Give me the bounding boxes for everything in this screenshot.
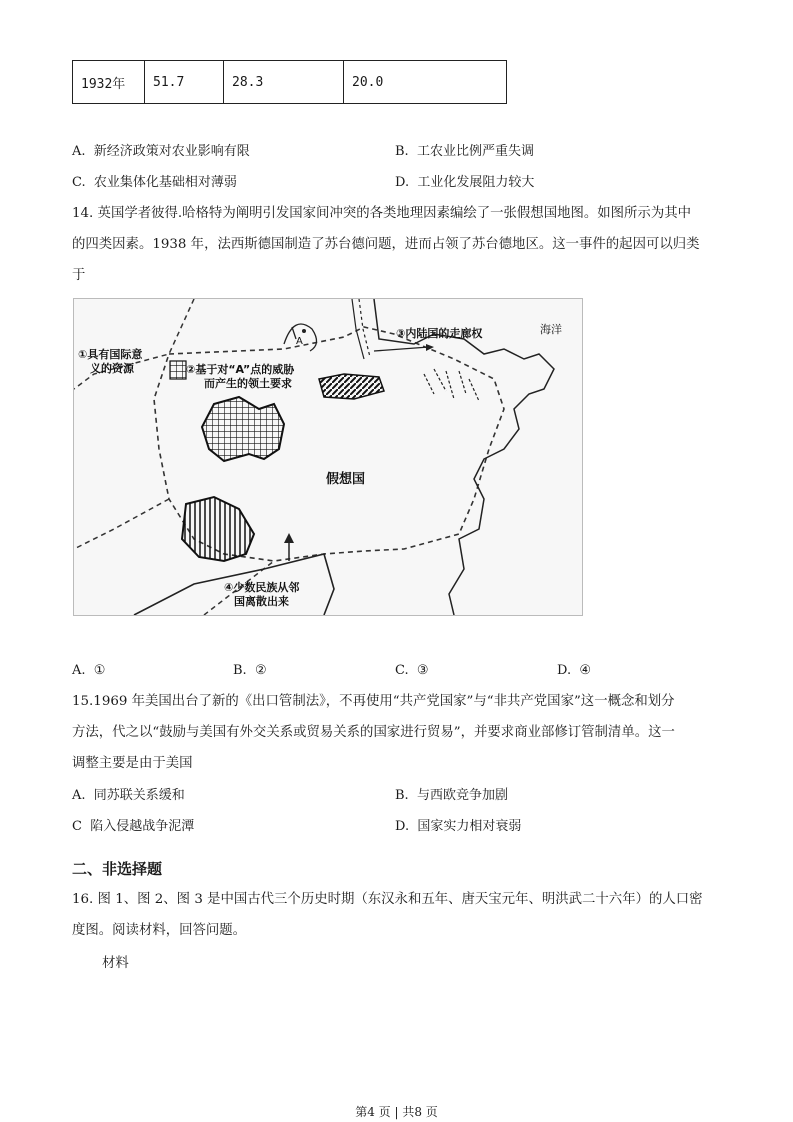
option-text: ② [254,663,267,678]
q15-option-a[interactable] [72,787,185,805]
table-row [73,61,507,104]
option-letter: C [72,819,82,834]
q14-stem-line1: 14. 英国学者彼得.哈格特为阐明引发国家间冲突的各类地理因素编绘了一张假想国地图。如图所示为其中 [72,206,691,221]
q13-option-b[interactable] [395,143,534,161]
q15-stem-line1: 15.1969 年美国出台了新的《出口管制法》，不再使用“共产党国家”与“非共产党国家”这一概念和划分 [72,694,675,709]
q15-stem-line3: 调整主要是由于美国 [72,756,193,771]
q14-stem-line2: 的四类因素。1938 年，法西斯德国制造了苏台德问题，进而占领了苏台德地区。这一事件的起因可以归类 [72,237,700,252]
q13-option-c[interactable] [72,174,237,192]
option-text: 同苏联关系缓和 [93,788,185,803]
map-label-minority-2: 国离散出来 [234,595,289,608]
q13-option-d[interactable] [395,174,534,192]
option-letter: D. [557,663,572,678]
coastline [374,299,554,615]
map-graphic [74,299,582,615]
option-letter: A. [72,144,86,159]
q14-stem-line3: 于 [72,268,86,283]
q14-option-a[interactable] [72,662,105,680]
option-text: 新经济政策对农业影响有限 [93,144,250,159]
diagonal-region [319,374,384,399]
option-letter: D. [395,175,410,190]
option-letter: A. [72,663,86,678]
q15-stem-line2: 方法，代之以“鼓励与美国有外交关系或贸易关系的国家进行贸易”，并要求商业部修订管制清单。这一 [72,725,675,740]
table-cell: 20.0 [344,61,507,104]
option-text: 陷入侵越战争泥潭 [90,819,195,834]
table-cell: 51.7 [145,61,224,104]
map-label-resource-2: 义的资源 [90,362,134,375]
option-letter: B. [395,788,409,803]
q16-material-label: 材料 [102,956,129,971]
option-text: 农业集体化基础相对薄弱 [93,175,237,190]
q15-option-d[interactable] [395,818,521,836]
option-text: ③ [416,663,429,678]
q14-option-c[interactable] [395,662,429,680]
option-letter: C. [395,663,409,678]
option-letter: A. [72,788,86,803]
map-label-threat-2: 而产生的领土要求 [204,377,292,390]
option-text: 与西欧竞争加剧 [416,788,508,803]
q13-option-a[interactable] [72,143,250,161]
data-table [72,60,507,104]
option-letter: B. [395,144,409,159]
q14-option-d[interactable] [557,662,591,680]
option-letter: C. [72,175,86,190]
q14-option-b[interactable] [233,662,267,680]
q16-stem-line1: 16. 图 1、图 2、图 3 是中国古代三个历史时期（东汉永和五年、唐天宝元年、明洪武二十六年）的人口密 [72,892,703,907]
q15-option-c[interactable] [72,818,194,836]
striped-region [182,497,254,561]
hypothetical-country-map [73,298,583,616]
map-label-resource: ①具有国际意 [78,348,143,361]
q15-option-b[interactable] [395,787,508,805]
map-label-sea: 海洋 [540,323,562,336]
option-text: 工农业比例严重失调 [416,144,534,159]
map-label-corridor: ③内陆国的走廊权 [396,327,483,340]
section-title: 二、非选择题 [72,860,163,878]
map-label-minority: ④少数民族从邻 [224,581,300,594]
grid-region [202,397,284,461]
option-letter: D. [395,819,410,834]
resource-marker [170,361,186,379]
table-cell: 28.3 [224,61,344,104]
option-text: ① [93,663,106,678]
point-a-marker [302,329,306,333]
option-letter: B. [233,663,247,678]
table-cell-year: 1932年 [73,61,145,104]
option-text: 国家实力相对衰弱 [417,819,522,834]
page-footer: 第4 页 | 共8 页 [355,1105,438,1119]
option-text: 工业化发展阻力较大 [417,175,535,190]
map-label-country: 假想国 [326,472,366,487]
map-label-point-a: A [296,336,303,347]
map-label-threat: ②基于对“A”点的威胁 [186,363,295,376]
q16-stem-line2: 度图。阅读材料，回答问题。 [72,923,247,938]
option-text: ④ [579,663,592,678]
